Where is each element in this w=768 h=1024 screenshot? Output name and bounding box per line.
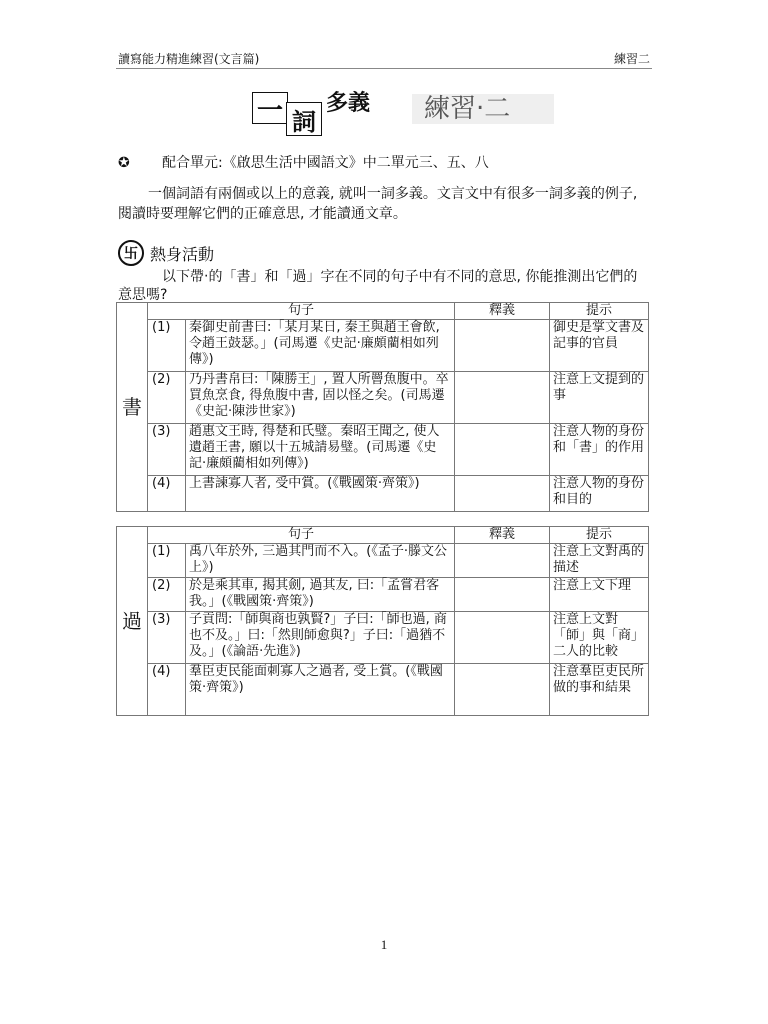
lesson-label: 練習‧二 xyxy=(412,94,554,124)
table-row xyxy=(117,320,649,372)
table-row xyxy=(117,578,649,612)
title-text: 多義 xyxy=(326,91,371,116)
answer-field[interactable] xyxy=(455,544,550,578)
row-number: (2) xyxy=(148,578,186,612)
table-word: 過 xyxy=(117,527,148,716)
row-hint: 注意上文提到的事 xyxy=(550,372,649,424)
row-number: (2) xyxy=(148,372,186,424)
row-hint: 注意上文下理 xyxy=(550,578,649,612)
header-rule xyxy=(116,68,652,69)
col-header-sentence: 句子 xyxy=(148,527,455,544)
row-sentence: 羣臣吏民能面刺寡人之過者, 受上賞。(《戰國策‧齊策》) xyxy=(186,664,455,716)
title-box-one: 一 xyxy=(252,92,288,124)
warmup-heading xyxy=(118,240,214,266)
row-sentence: 乃丹書帛曰:「陳勝王」, 置人所罾魚腹中。卒買魚烹食, 得魚腹中書, 固以怪之矣。(司馬遷《史記‧陳涉世家》) xyxy=(186,372,455,424)
row-number: (1) xyxy=(148,320,186,372)
page-number: 1 xyxy=(380,937,388,952)
answer-field[interactable] xyxy=(455,664,550,716)
row-number: (4) xyxy=(148,476,186,512)
answer-field[interactable] xyxy=(455,476,550,512)
warmup-title: 熱身活動 xyxy=(150,244,215,264)
row-sentence: 趙惠文王時, 得楚和氏璧。秦昭王聞之, 使人遺趙王書, 願以十五城請易璧。(司馬遷《史記‧廉頗藺相如列傳》) xyxy=(186,424,455,476)
table-word: 書 xyxy=(117,303,148,512)
unit-text: 配合單元:《啟思生活中國語文》中二單元三、五、八 xyxy=(162,155,489,171)
row-hint: 注意人物的身份和目的 xyxy=(550,476,649,512)
row-hint: 注意羣臣吏民所做的事和結果 xyxy=(550,664,649,716)
col-header-gloss: 釋義 xyxy=(455,303,550,320)
table-row xyxy=(117,612,649,664)
col-header-sentence: 句子 xyxy=(148,303,455,320)
answer-field[interactable] xyxy=(455,320,550,372)
row-number: (3) xyxy=(148,612,186,664)
answer-field[interactable] xyxy=(455,372,550,424)
table-row xyxy=(117,372,649,424)
table-row xyxy=(117,476,649,512)
title-box-word: 詞 xyxy=(286,102,322,136)
col-header-gloss: 釋義 xyxy=(455,527,550,544)
table-row xyxy=(117,544,649,578)
instruction-paragraph: 以下帶‧的「書」和「過」字在不同的句子中有不同的意思, 你能推測出它們的意思嗎? xyxy=(118,269,638,303)
row-hint: 注意上文對禹的描述 xyxy=(550,544,649,578)
answer-field[interactable] xyxy=(455,424,550,476)
header-right: 練習二 xyxy=(613,52,650,66)
row-sentence: 禹八年於外, 三過其門而不入。(《孟子‧滕文公上》) xyxy=(186,544,455,578)
header-left: 讀寫能力精進練習(文言篇) xyxy=(118,52,260,66)
row-number: (3) xyxy=(148,424,186,476)
row-sentence: 於是乘其車, 揭其劍, 過其友, 曰:「孟嘗君客我。」(《戰國策‧齊策》) xyxy=(186,578,455,612)
row-number: (4) xyxy=(148,664,186,716)
row-number: (1) xyxy=(148,544,186,578)
page-title xyxy=(252,82,552,142)
row-hint: 御史是掌文書及記事的官員 xyxy=(550,320,649,372)
table-row xyxy=(117,424,649,476)
unit-line xyxy=(118,152,489,172)
row-sentence: 上書諫寡人者, 受中賞。(《戰國策‧齊策》) xyxy=(186,476,455,512)
warmup-emblem-icon: 卐 xyxy=(118,240,144,266)
answer-field[interactable] xyxy=(455,578,550,612)
row-hint: 注意上文對「師」與「商」二人的比較 xyxy=(550,612,649,664)
col-header-hint: 提示 xyxy=(550,527,649,544)
exercise-table-shu xyxy=(116,302,649,512)
exercise-table-guo xyxy=(116,526,649,716)
row-hint: 注意人物的身份和「書」的作用 xyxy=(550,424,649,476)
star-bullet-icon: ✪ xyxy=(118,155,130,171)
row-sentence: 秦御史前書曰:「某月某日, 秦王與趙王會飲, 令趙王鼓瑟。」(司馬遷《史記‧廉頗藺相如列傳》) xyxy=(186,320,455,372)
col-header-hint: 提示 xyxy=(550,303,649,320)
answer-field[interactable] xyxy=(455,612,550,664)
table-row xyxy=(117,664,649,716)
intro-paragraph: 一個詞語有兩個或以上的意義, 就叫一詞多義。文言文中有很多一詞多義的例子, 閱讀時要理解它們的正確意思, 才能讀通文章。 xyxy=(118,186,638,222)
row-sentence: 子貢問:「師與商也孰賢?」子曰:「師也過, 商也不及。」曰:「然則師愈與?」子曰:「過猶不及。」(《論語‧先進》) xyxy=(186,612,455,664)
